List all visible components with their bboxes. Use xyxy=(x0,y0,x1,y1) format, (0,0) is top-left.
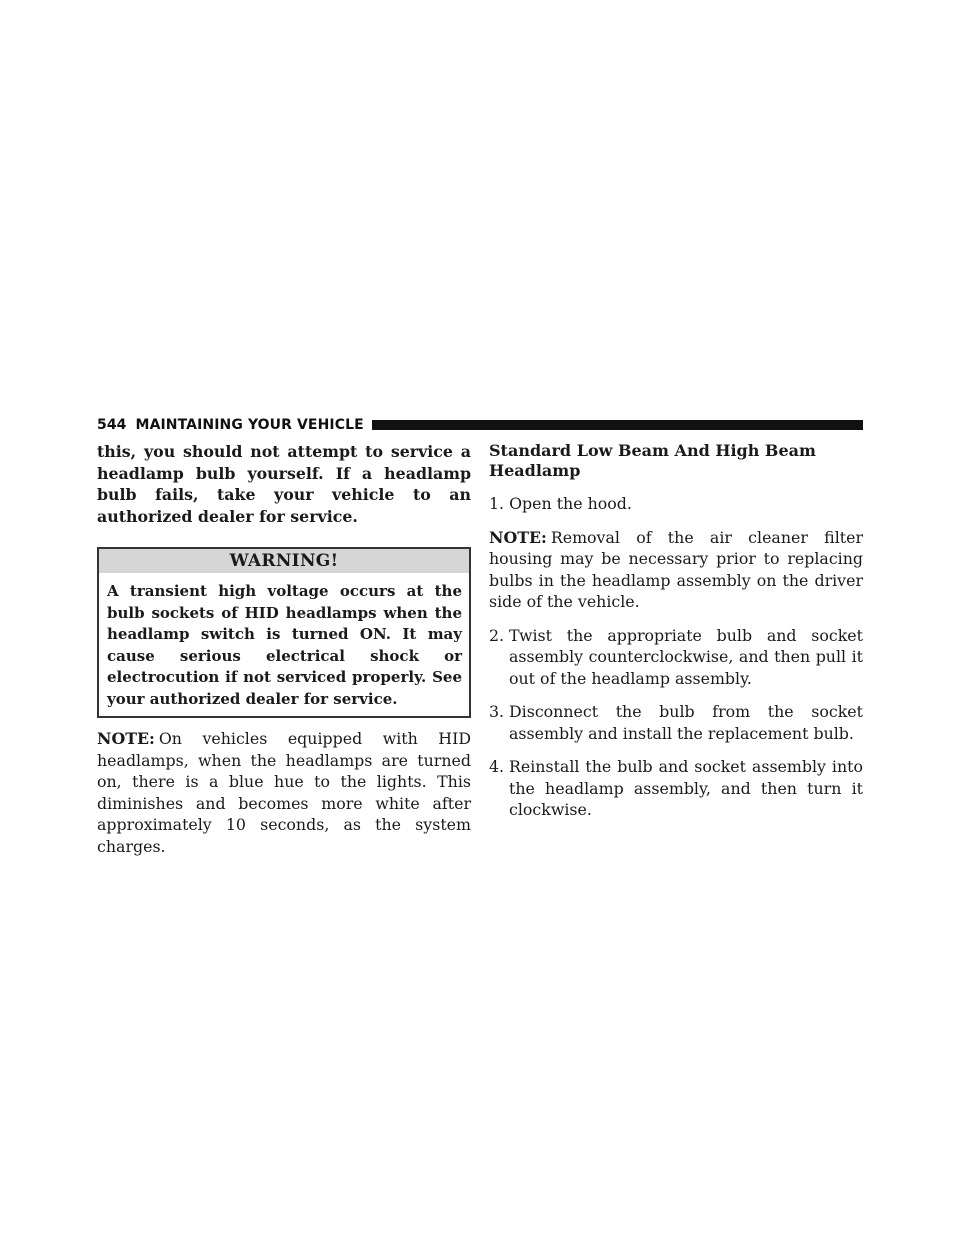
step-number: 3. xyxy=(489,702,505,721)
right-column xyxy=(489,441,863,821)
section-title: MAINTAINING YOUR VEHICLE xyxy=(135,417,364,433)
step-text: Disconnect the bulb from the socket assembly and install the replacement bulb. xyxy=(509,702,863,743)
hid-note xyxy=(97,728,471,857)
page-number: 544 xyxy=(97,417,127,433)
step-item xyxy=(489,701,863,744)
note-text: Removal of the air cleaner filter housing may be necessary prior to replacing bulbs in the headlamp assembly on the driver side of the vehicle. xyxy=(489,527,863,611)
step-number: 4. xyxy=(489,757,505,776)
step-item xyxy=(489,625,863,690)
page-header xyxy=(97,416,863,434)
note-text: On vehicles equipped with HID headlamps, when the headlamps are turned on, there is a blue hue to the lights. This diminishes and becomes more white after approximately 10 seconds, as the system charges. xyxy=(97,729,471,856)
warning-text: A transient high voltage occurs at the bulb sockets of HID headlamps when the headlamp switch is turned ON. It may cause serious electrical shock or electrocution if not serviced properly. See your authorized dealer for service. xyxy=(107,582,462,708)
warning-box xyxy=(97,547,471,718)
step-item xyxy=(489,756,863,821)
left-column xyxy=(97,441,471,857)
step-number: 2. xyxy=(489,625,505,645)
warning-title: WARNING! xyxy=(99,549,469,573)
header-rule xyxy=(372,420,863,430)
note-label: NOTE: xyxy=(489,527,547,547)
note-label: NOTE: xyxy=(97,729,155,748)
intro-paragraph: this, you should not attempt to service a headlamp bulb yourself. If a headlamp bulb fails, take your vehicle to an authorized dealer for service. xyxy=(97,442,471,526)
section-heading: Standard Low Beam And High Beam Headlamp xyxy=(489,441,816,480)
step-text: Reinstall the bulb and socket assembly into the headlamp assembly, and then turn it clockwise. xyxy=(509,757,863,819)
step-1: 1. Open the hood. xyxy=(489,494,632,513)
step-text: Twist the appropriate bulb and socket assembly counterclockwise, and then pull it out of the headlamp assembly. xyxy=(509,625,863,688)
air-cleaner-note xyxy=(489,527,863,613)
step-list xyxy=(489,625,863,821)
